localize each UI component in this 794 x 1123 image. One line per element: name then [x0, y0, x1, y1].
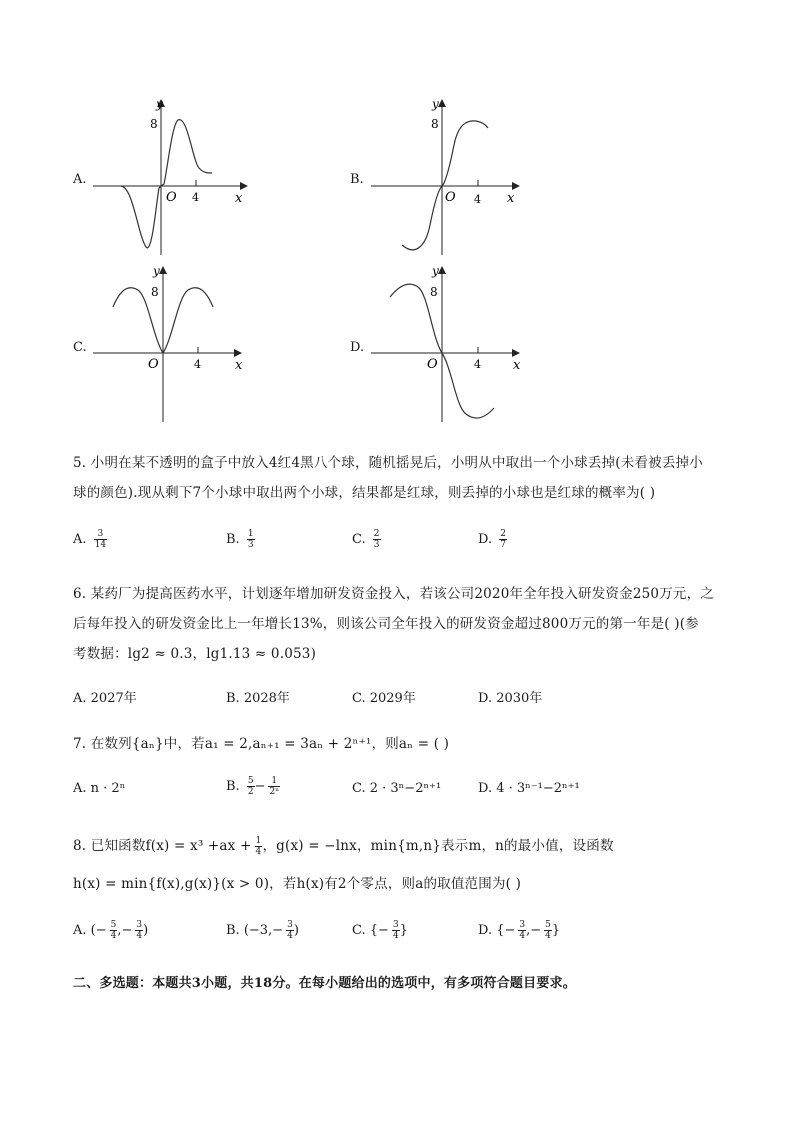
fraction: $\frac{1}{3}$ [247, 529, 254, 550]
option-label: A. [73, 923, 87, 938]
option-label: D. [478, 923, 493, 938]
q8-line-2: h(x) = min{f(x),g(x)}(x > 0)，若h(x)有2个零点，则a的取值范围为( ) [73, 876, 522, 892]
graph-d [366, 262, 556, 442]
x-tick-label: 4 [192, 191, 199, 204]
q7-option-b: B. $\frac{5}{2}$ − $\frac{1}{\text{2ⁿ}}$ [226, 776, 280, 797]
graph-b-svg [366, 95, 556, 275]
q8-option-c: C. {− $\frac{3}{4}$ } [352, 920, 408, 941]
fraction: $\frac{2}{7}$ [500, 529, 506, 550]
section-2-heading: 二、多选题：本题共3小题，共18分。在每小题给出的选项中，有多项符合题目要求。 [73, 976, 576, 991]
q6-option-b: B. 2028年 [226, 691, 290, 706]
curve-a [121, 120, 212, 248]
fraction: $\frac{3}{4}$ [519, 920, 526, 941]
q7-option-d: D. 4 · 3ⁿ⁻¹−2ⁿ⁺¹ [478, 781, 580, 796]
option-label: C. [352, 532, 366, 547]
y-axis-arrow [159, 266, 167, 274]
fraction: $\frac{5}{2}$ [247, 776, 254, 797]
x-axis-label: x [507, 191, 515, 206]
y-axis-label: y [432, 264, 439, 278]
origin-label: O [148, 357, 159, 372]
q5-option-b [226, 529, 255, 550]
x-tick-label: 4 [194, 358, 201, 371]
q5-option-d [478, 529, 507, 550]
graph-a-svg [88, 95, 278, 275]
q6-option-a: A. 2027年 [73, 691, 137, 706]
x-tick-label: 4 [474, 358, 481, 371]
fraction: $\frac{3}{14}$ [94, 529, 107, 550]
y-axis-label: y [156, 97, 163, 111]
y-axis-arrow [438, 266, 446, 274]
option-label: C. [73, 340, 87, 355]
q5-option-a [73, 529, 107, 550]
y-tick-label: 8 [430, 285, 438, 299]
q6-line-3: 考数据：lg2 ≈ 0.3，lg1.13 ≈ 0.053) [73, 646, 317, 662]
q8-option-b: B. (−3,− $\frac{3}{4}$ ) [226, 920, 299, 941]
q8-option-a: A. (− $\frac{5}{4}$ ,− $\frac{3}{4}$ ) [73, 920, 149, 941]
origin-label: O [166, 190, 177, 205]
x-axis-arrow [512, 182, 520, 190]
fraction: $\frac{3}{4}$ [287, 920, 293, 941]
x-axis-label: x [235, 358, 243, 373]
x-axis-label: x [513, 358, 521, 373]
y-axis-label: y [432, 97, 439, 111]
fraction: $\frac{1}{\text{2ⁿ}}$ [269, 776, 280, 797]
origin-label: O [427, 357, 438, 372]
fraction: $\frac{2}{3}$ [373, 529, 380, 550]
option-label: A. [73, 532, 87, 547]
q6-line-2: 后每年投入的研发资金比上一年增长13%，则该公司全年投入的研发资金超过800万元的第一年是( )(参 [73, 616, 699, 632]
q6-line-1: 6. 某药厂为提高医药水平，计划逐年增加研发资金投入，若该公司2020年全年投入研发资金250万元，之 [73, 586, 714, 602]
q7-option-c: C. 2 · 3ⁿ−2ⁿ⁺¹ [352, 781, 442, 796]
graph-c-svg [88, 262, 278, 442]
curve-b [402, 121, 488, 250]
x-axis-arrow [234, 349, 242, 357]
graph-a [88, 95, 278, 275]
option-label: B. [226, 532, 240, 547]
y-axis-label: y [153, 264, 160, 278]
y-tick-label: 8 [150, 117, 158, 131]
graph-c [88, 262, 278, 442]
y-tick-label: 8 [151, 285, 159, 299]
y-tick-label: 8 [431, 117, 439, 131]
x-axis-arrow [240, 182, 248, 190]
fraction: $\frac{3}{4}$ [392, 920, 399, 941]
graph-b [366, 95, 556, 275]
option-label: A. [73, 172, 87, 187]
option-label: B. [226, 779, 240, 794]
fraction: $\frac{5}{4}$ [110, 920, 117, 941]
x-axis-label: x [235, 191, 243, 206]
fraction: $\frac{3}{4}$ [136, 920, 143, 941]
q7-stem: 7. 在数列{aₙ}中，若a₁ = 2,aₙ₊₁ = 3aₙ + 2ⁿ⁺¹，则aₙ = ( ) [73, 736, 450, 752]
q5-option-c [352, 529, 381, 550]
option-label: B. [226, 923, 240, 938]
q8-line-1-pre: 8. 已知函数f(x) = x³ +ax + [73, 838, 252, 854]
fraction: $\frac{5}{4}$ [545, 920, 551, 941]
y-axis-arrow [438, 99, 446, 107]
q7-option-a: A. n · 2ⁿ [73, 781, 126, 796]
option-label: D. [350, 340, 365, 355]
q6-option-c: C. 2029年 [352, 691, 416, 706]
q8-line-1 [73, 834, 614, 857]
x-tick-label: 4 [474, 193, 481, 206]
x-axis-arrow [512, 349, 520, 357]
q5-line-1: 5. 小明在某不透明的盒子中放入4红4黑八个球，随机摇晃后，小明从中取出一个小球丢掉(未看被丢掉小 [73, 455, 703, 471]
option-label: B. [350, 172, 364, 187]
q8-option-d: D. {− $\frac{3}{4}$ ,− $\frac{5}{4}$ } [478, 920, 561, 941]
q6-option-d: D. 2030年 [478, 691, 543, 706]
graph-d-svg [366, 262, 556, 442]
fraction: $\frac{1}{4}$ [255, 836, 262, 857]
q5-line-2: 球的颜色).现从剩下7个小球中取出两个小球，结果都是红球，则丢掉的小球也是红球的概率为( ) [73, 485, 656, 501]
option-label: C. [352, 923, 366, 938]
origin-label: O [445, 190, 456, 205]
option-label: D. [478, 532, 493, 547]
q8-line-1-post: ，g(x) = −lnx，min{m,n}表示m，n的最小值，设函数 [262, 838, 614, 854]
